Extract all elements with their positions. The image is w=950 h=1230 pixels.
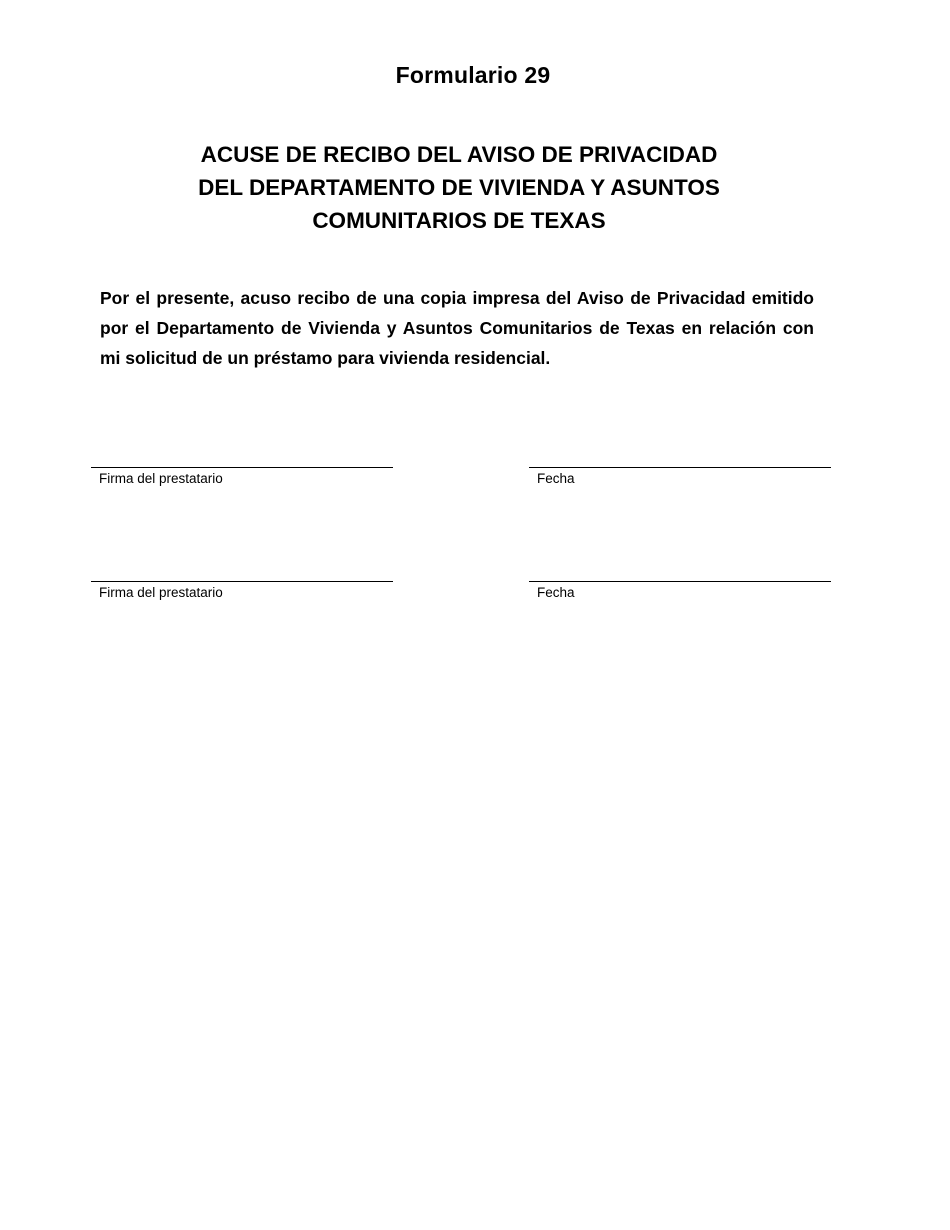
- document-title: [150, 138, 768, 237]
- title-line-3: COMUNITARIOS DE TEXAS: [312, 208, 606, 233]
- borrower-signature-line-2[interactable]: [91, 581, 393, 602]
- borrower-signature-label-2: Firma del prestatario: [99, 585, 223, 600]
- date-line-2[interactable]: [529, 581, 831, 602]
- borrower-signature-label-1: Firma del prestatario: [99, 471, 223, 486]
- date-label-2: Fecha: [537, 585, 575, 600]
- date-line-1[interactable]: [529, 467, 831, 488]
- title-line-2: DEL DEPARTAMENTO DE VIVIENDA Y ASUNTOS: [198, 175, 720, 200]
- borrower-signature-line-1[interactable]: [91, 467, 393, 488]
- acknowledgement-statement: Por el presente, acuso recibo de una copia impresa del Aviso de Privacidad emitido por el Departamento de Vivienda y Asuntos Comunitarios de Texas en relación con mi solicitud de un préstamo para vivienda residencial.: [100, 288, 814, 368]
- form-number: Formulario 29: [395, 62, 551, 88]
- date-label-1: Fecha: [537, 471, 575, 486]
- title-line-1: ACUSE DE RECIBO DEL AVISO DE PRIVACIDAD: [200, 142, 718, 167]
